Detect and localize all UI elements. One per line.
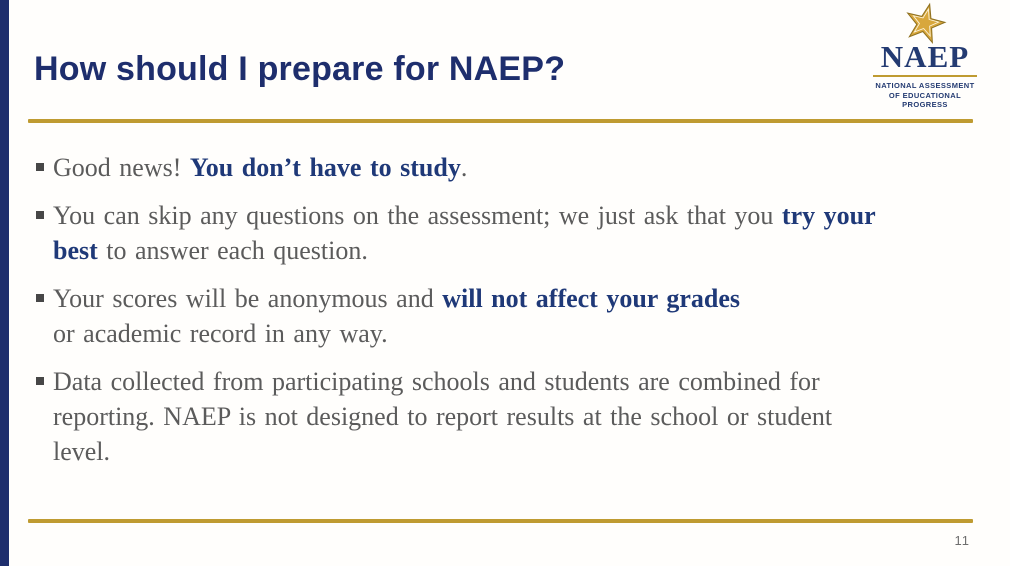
list-item <box>36 150 988 185</box>
list-item <box>36 281 988 351</box>
emphasis-text: best <box>53 236 98 265</box>
page-number: 11 <box>954 533 970 548</box>
naep-logo <box>862 2 988 110</box>
logo-caption-line: NATIONAL ASSESSMENT <box>875 81 975 90</box>
footer-divider-line <box>28 519 973 523</box>
list-item <box>36 364 988 469</box>
left-accent-stripe <box>0 0 9 566</box>
page-title: How should I prepare for NAEP? <box>34 50 566 88</box>
bullet-list <box>36 150 988 482</box>
body-text: level. <box>53 437 111 466</box>
body-text: You can skip any questions on the assessment; we just ask that you <box>53 201 782 230</box>
emphasis-text: You don’t have to study <box>189 153 461 182</box>
body-text: or academic record in any way. <box>53 319 388 348</box>
body-text: . <box>460 153 468 182</box>
logo-caption <box>875 81 974 110</box>
logo-caption-line: OF EDUCATIONAL <box>888 90 962 100</box>
logo-caption-line: PROGRESS <box>902 100 948 109</box>
body-text: Data collected from participating schools and students are combined for <box>53 367 820 396</box>
logo-acronym: NAEP <box>880 39 970 74</box>
emphasis-text: try your <box>781 201 876 230</box>
list-item <box>36 198 988 268</box>
title-divider-line <box>28 119 973 123</box>
body-text: Good news! <box>53 153 190 182</box>
logo-divider-line <box>873 75 977 77</box>
body-text: Your scores will be anonymous and <box>53 284 443 313</box>
body-text: to answer each question. <box>97 236 368 265</box>
emphasis-text: will not affect your grades <box>442 284 741 313</box>
body-text: reporting. NAEP is not designed to report results at the school or student <box>53 402 833 431</box>
